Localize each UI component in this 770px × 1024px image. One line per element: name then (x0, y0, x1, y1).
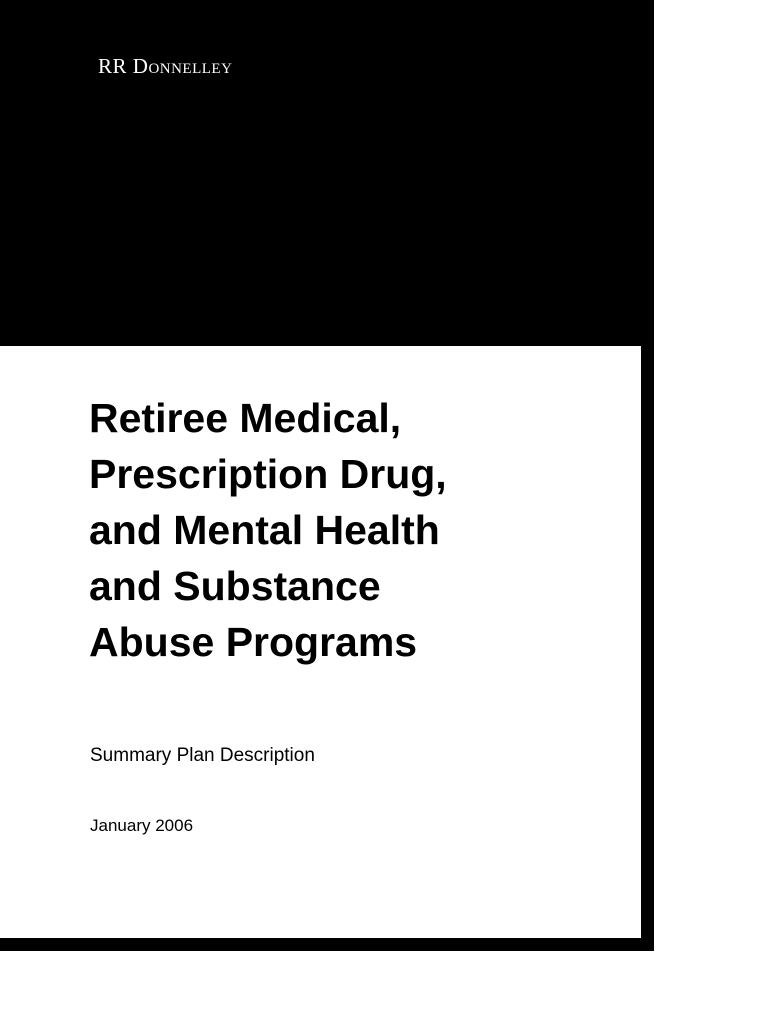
logo-rest: onnelley (148, 54, 233, 78)
logo-prefix: RR D (98, 54, 149, 78)
title-line: Retiree Medical, (89, 395, 402, 441)
publication-date: January 2006 (90, 816, 194, 835)
title-line: Prescription Drug, (89, 451, 447, 497)
title-line: Abuse Programs (89, 619, 418, 665)
title-line: and Substance (89, 563, 381, 609)
document-subtitle: Summary Plan Description (90, 745, 315, 766)
company-logo (98, 54, 232, 79)
title-line: and Mental Health (89, 507, 440, 553)
document-title (89, 390, 447, 670)
